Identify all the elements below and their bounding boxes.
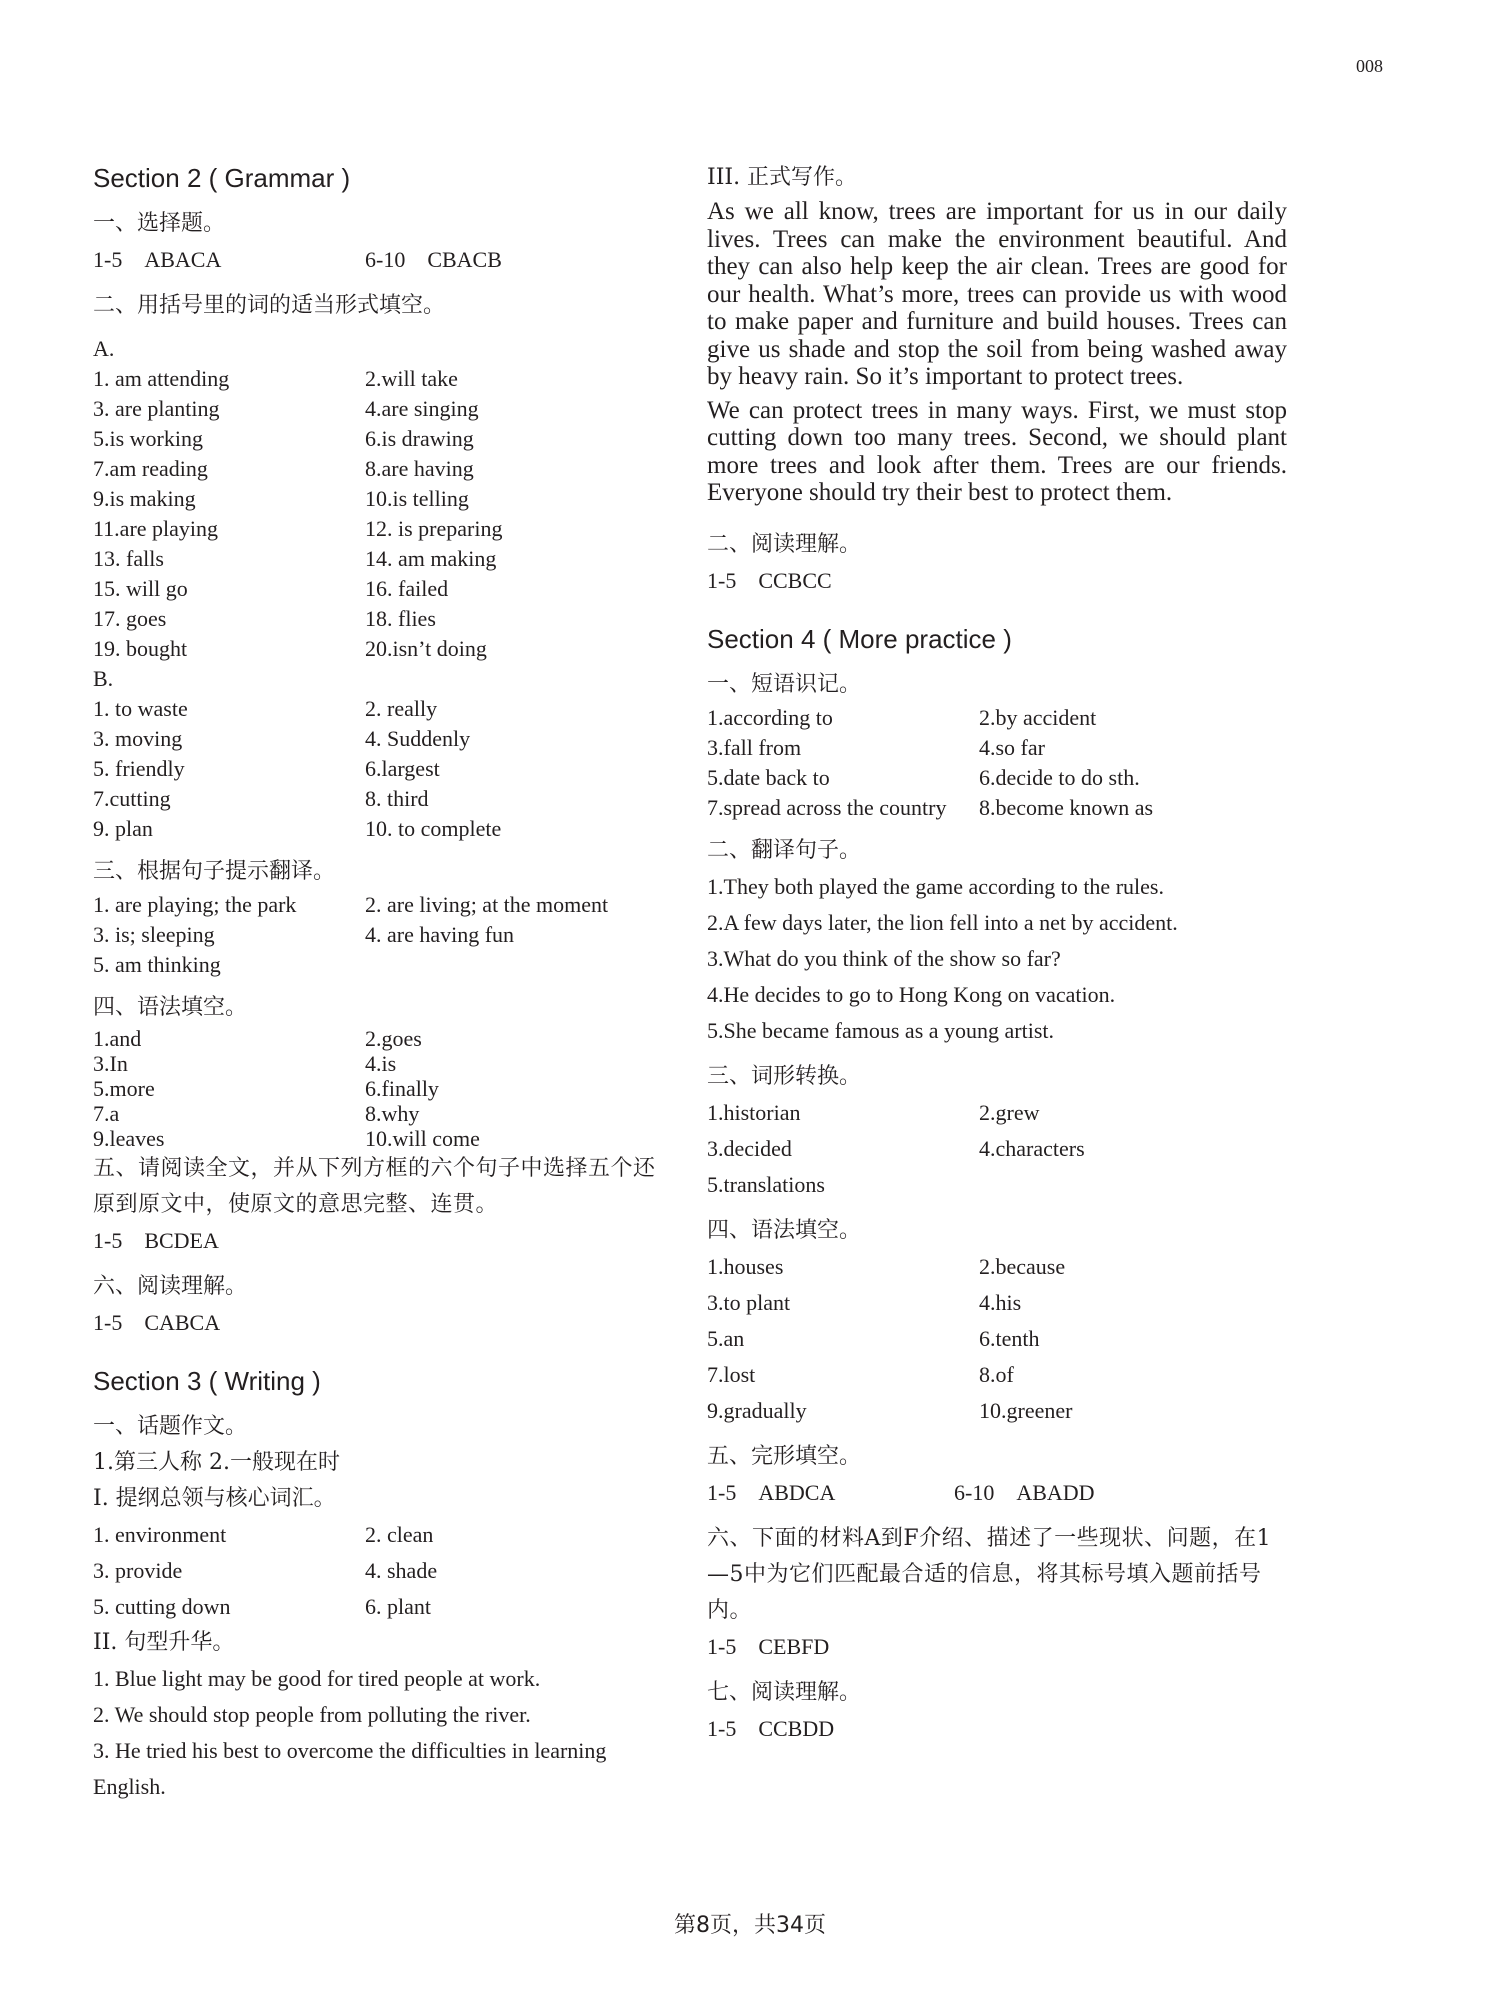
answer-cell: 19. bought <box>93 636 188 661</box>
answer-cell: 10.will come <box>365 1126 480 1151</box>
answer-row <box>93 544 673 574</box>
answer-cell: 1.according to <box>707 704 833 730</box>
answer-cell: 18. flies <box>365 606 436 631</box>
page-number: 008 <box>1356 56 1383 76</box>
s3-outline-heading: I. 提纲总领与核心词汇。 <box>93 1486 336 1511</box>
answer-cell: 3.fall from <box>707 734 802 760</box>
answer-row <box>93 920 673 950</box>
s2-part2-a-list <box>93 364 673 664</box>
answer-row <box>93 574 673 604</box>
s3-sentence: 3. He tried his best to overcome the difficulties in learning English. <box>93 1738 607 1799</box>
answer-row <box>93 394 673 424</box>
answer-cell: 3. are planting <box>93 396 220 421</box>
answer-cell: 1. to waste <box>93 696 188 721</box>
answer-cell: 5.is working <box>93 426 203 451</box>
answer-cell: 10.greener <box>979 1397 1073 1423</box>
answer-cell: 4. shade <box>365 1558 438 1583</box>
s3-line1: 1.第三人称 2.一般现在时 <box>93 1450 340 1475</box>
answer-cell: 9.is making <box>93 486 196 511</box>
answer-row <box>93 1553 673 1589</box>
answer-cell: 16. failed <box>365 576 449 601</box>
answer-cell: 6. plant <box>365 1594 431 1619</box>
answer-row <box>707 1131 1287 1167</box>
answer-cell: 8.are having <box>365 456 474 481</box>
s4-part2-line: 4.He decides to go to Hong Kong on vacation. <box>707 981 1116 1007</box>
s3-reading-heading: 二、阅读理解。 <box>707 531 862 557</box>
s2-part4-heading: 四、语法填空。 <box>93 995 248 1020</box>
answer-cell: 1. are playing; the park <box>93 892 297 917</box>
s4-part2-line: 3.What do you think of the show so far? <box>707 945 1061 971</box>
answer-row <box>93 424 673 454</box>
section3-title: Section 3 ( Writing ) <box>93 1366 321 1396</box>
s4-part1-heading: 一、短语识记。 <box>707 671 862 697</box>
answer-cell: 10. to complete <box>365 816 502 841</box>
answer-cell: 9. plan <box>93 816 153 841</box>
s2-part6-heading: 六、阅读理解。 <box>93 1274 248 1299</box>
answer-row <box>707 1095 1287 1131</box>
answer-cell: 17. goes <box>93 606 167 631</box>
answer-cell: 5.date back to <box>707 764 830 790</box>
answer-cell: 2. clean <box>365 1522 434 1547</box>
answer-cell: 20.isn’t doing <box>365 636 487 661</box>
answer-cell: 2.because <box>979 1253 1066 1279</box>
answer-cell: 2. are living; at the moment <box>365 892 609 917</box>
answer-cell: 6.is drawing <box>365 426 474 451</box>
answer-cell: 1. environment <box>93 1522 227 1547</box>
answer-cell: 4.so far <box>979 734 1045 760</box>
answer-cell: 2.grew <box>979 1099 1040 1125</box>
answer-cell: 4.is <box>365 1051 397 1076</box>
answer-cell: 1.and <box>93 1026 142 1051</box>
answer-row <box>707 1357 1287 1393</box>
answer-row <box>707 1393 1287 1429</box>
answer-cell: 7.spread across the country <box>707 794 947 820</box>
answer-cell: 4.characters <box>979 1135 1085 1161</box>
answer-cell: 3. is; sleeping <box>93 922 215 947</box>
s2-part5-answer: 1-5 BCDEA <box>93 1228 219 1253</box>
s3-formal-heading: III. 正式写作。 <box>707 165 858 190</box>
answer-cell: 1-5 ABDCA <box>707 1479 836 1505</box>
answer-cell: 7.cutting <box>93 786 171 811</box>
answer-cell: 12. is preparing <box>365 516 503 541</box>
answer-row <box>93 1026 673 1051</box>
answer-cell: 5.more <box>93 1076 155 1101</box>
answer-cell: 5. am thinking <box>93 952 221 977</box>
answer-row <box>93 950 673 980</box>
answer-row <box>707 1285 1287 1321</box>
s4-part4-list <box>707 1249 1287 1429</box>
answer-row <box>93 514 673 544</box>
s4-part7-answer: 1-5 CCBDD <box>707 1715 835 1741</box>
answer-cell: 6.finally <box>365 1076 439 1101</box>
answer-cell: 6-10 ABADD <box>954 1479 1095 1505</box>
answer-cell: 3. provide <box>93 1558 183 1583</box>
answer-cell: 1.houses <box>707 1253 784 1279</box>
answer-row <box>707 763 1287 793</box>
answer-cell: 8.of <box>979 1361 1014 1387</box>
s3-reading-answer: 1-5 CCBCC <box>707 567 832 593</box>
answer-cell: 6.decide to do sth. <box>979 764 1140 790</box>
answer-row <box>93 1076 673 1101</box>
answer-cell: 3. moving <box>93 726 183 751</box>
answer-row <box>93 1051 673 1076</box>
s2-part2-a-label: A. <box>93 336 115 361</box>
s4-part2-line: 1.They both played the game according to the rules. <box>707 873 1164 899</box>
s2-part5-heading: 五、请阅读全文，并从下列方框的六个句子中选择五个还原到原文中，使原文的意思完整、连贯。 <box>93 1156 656 1217</box>
answer-cell: 5.an <box>707 1325 745 1351</box>
s2-part2-b-label: B. <box>93 666 114 691</box>
answer-cell: 9.leaves <box>93 1126 165 1151</box>
answer-cell: 5. cutting down <box>93 1594 231 1619</box>
s4-part6-heading: 六、下面的材料A到F介绍、描述了一些现状、问题，在1—5中为它们匹配最合适的信息，将其标号填入题前括号内。 <box>707 1525 1272 1623</box>
answer-row <box>93 890 673 920</box>
answer-cell: 2.by accident <box>979 704 1097 730</box>
answer-row <box>93 1126 673 1151</box>
answer-row <box>93 454 673 484</box>
s4-part3-heading: 三、词形转换。 <box>707 1063 862 1089</box>
answer-cell: 11.are playing <box>93 516 219 541</box>
answer-cell: 7.am reading <box>93 456 208 481</box>
s2-part1-heading: 一、选择题。 <box>93 211 226 236</box>
answer-row <box>93 634 673 664</box>
answer-row <box>93 484 673 514</box>
s2-part6-answer: 1-5 CABCA <box>93 1310 221 1335</box>
answer-cell: 7.lost <box>707 1361 756 1387</box>
s4-part1-list <box>707 703 1287 823</box>
answer-cell: 5. friendly <box>93 756 185 781</box>
essay-paragraph: We can protect trees in many ways. First, we must stop cutting down too many trees. Second, we should plant more trees and look after them. Trees are our friends. Everyone should try their best to protect them. <box>707 396 1287 506</box>
answer-cell: 10.is telling <box>365 486 469 511</box>
essay-paragraph: As we all know, trees are important for us in our daily lives. Trees can make the environment beautiful. And they can also help keep the air clean. Trees are good for our health. What’s more, trees can provide us with wood to make paper and furniture and build houses. Trees can give us shade and stop the soil from being washed away by heavy rain. So it’s important to protect trees. <box>707 198 1287 390</box>
section2-title: Section 2 ( Grammar ) <box>93 163 351 193</box>
left-column <box>93 158 673 1805</box>
answer-cell: 1.historian <box>707 1099 801 1125</box>
answer-row <box>707 1249 1287 1285</box>
answer-cell: 2.goes <box>365 1026 422 1051</box>
s2-part3-heading: 三、根据句子提示翻译。 <box>93 859 336 884</box>
answer-cell: 6.largest <box>365 756 440 781</box>
answer-cell: 6-10 CBACB <box>365 247 502 272</box>
answer-row <box>707 733 1287 763</box>
answer-row <box>707 703 1287 733</box>
answer-cell: 8. third <box>365 786 429 811</box>
s4-part5-answers <box>707 1475 1287 1511</box>
answer-row <box>93 1517 673 1553</box>
answer-cell: 5.translations <box>707 1171 825 1197</box>
answer-cell: 4. Suddenly <box>365 726 471 751</box>
s3-heading1: 一、话题作文。 <box>93 1414 248 1439</box>
answer-cell: 4.are singing <box>365 396 479 421</box>
answer-row <box>93 694 673 724</box>
answer-row <box>707 793 1287 823</box>
answer-cell: 6.tenth <box>979 1325 1040 1351</box>
page-footer: 第8页，共34页 <box>674 1913 826 1938</box>
answer-row <box>93 814 673 844</box>
s4-part4-heading: 四、语法填空。 <box>707 1217 862 1243</box>
answer-cell: 8.become known as <box>979 794 1154 820</box>
s3-sentence: 1. Blue light may be good for tired people at work. <box>93 1666 541 1691</box>
s2-part4-list <box>93 1026 673 1151</box>
answer-cell: 2. really <box>365 696 438 721</box>
answer-cell: 3.to plant <box>707 1289 791 1315</box>
s2-part3-list <box>93 890 673 980</box>
answer-row <box>93 754 673 784</box>
s2-part1-answers <box>93 242 673 278</box>
right-column <box>707 160 1287 1747</box>
answer-cell: 15. will go <box>93 576 188 601</box>
answer-cell: 2.will take <box>365 366 458 391</box>
s4-part2-line: 5.She became famous as a young artist. <box>707 1017 1055 1043</box>
section4-title: Section 4 ( More practice ) <box>707 623 1012 654</box>
s2-part2-heading: 二、用括号里的词的适当形式填空。 <box>93 293 446 318</box>
answer-cell: 7.a <box>93 1101 120 1126</box>
answer-cell: 4.his <box>979 1289 1022 1315</box>
answer-cell: 13. falls <box>93 546 164 571</box>
s4-part5-heading: 五、完形填空。 <box>707 1443 862 1469</box>
answer-cell: 8.why <box>365 1101 420 1126</box>
answer-cell: 14. am making <box>365 546 497 571</box>
answer-row <box>93 1589 673 1625</box>
s3-outline-list <box>93 1517 673 1625</box>
answer-row <box>93 364 673 394</box>
s4-part6-answer: 1-5 CEBFD <box>707 1633 830 1659</box>
answer-row <box>93 604 673 634</box>
answer-cell: 1. am attending <box>93 366 230 391</box>
answer-cell: 4. are having fun <box>365 922 515 947</box>
s3-sentence-heading: II. 句型升华。 <box>93 1630 235 1655</box>
answer-cell: 9.gradually <box>707 1397 807 1423</box>
s4-part2-heading: 二、翻译句子。 <box>707 837 862 863</box>
answer-row <box>707 1167 1287 1203</box>
answer-cell: 3.In <box>93 1051 128 1076</box>
s4-part3-list <box>707 1095 1287 1203</box>
answer-row <box>93 1101 673 1126</box>
answer-row <box>707 1321 1287 1357</box>
answer-row <box>93 724 673 754</box>
s4-part7-heading: 七、阅读理解。 <box>707 1679 862 1705</box>
s4-part2-line: 2.A few days later, the lion fell into a net by accident. <box>707 909 1178 935</box>
answer-cell: 1-5 ABACA <box>93 247 222 272</box>
s2-part2-b-list <box>93 694 673 844</box>
answer-cell: 3.decided <box>707 1135 792 1161</box>
answer-row <box>93 784 673 814</box>
s3-sentence: 2. We should stop people from polluting the river. <box>93 1702 531 1727</box>
